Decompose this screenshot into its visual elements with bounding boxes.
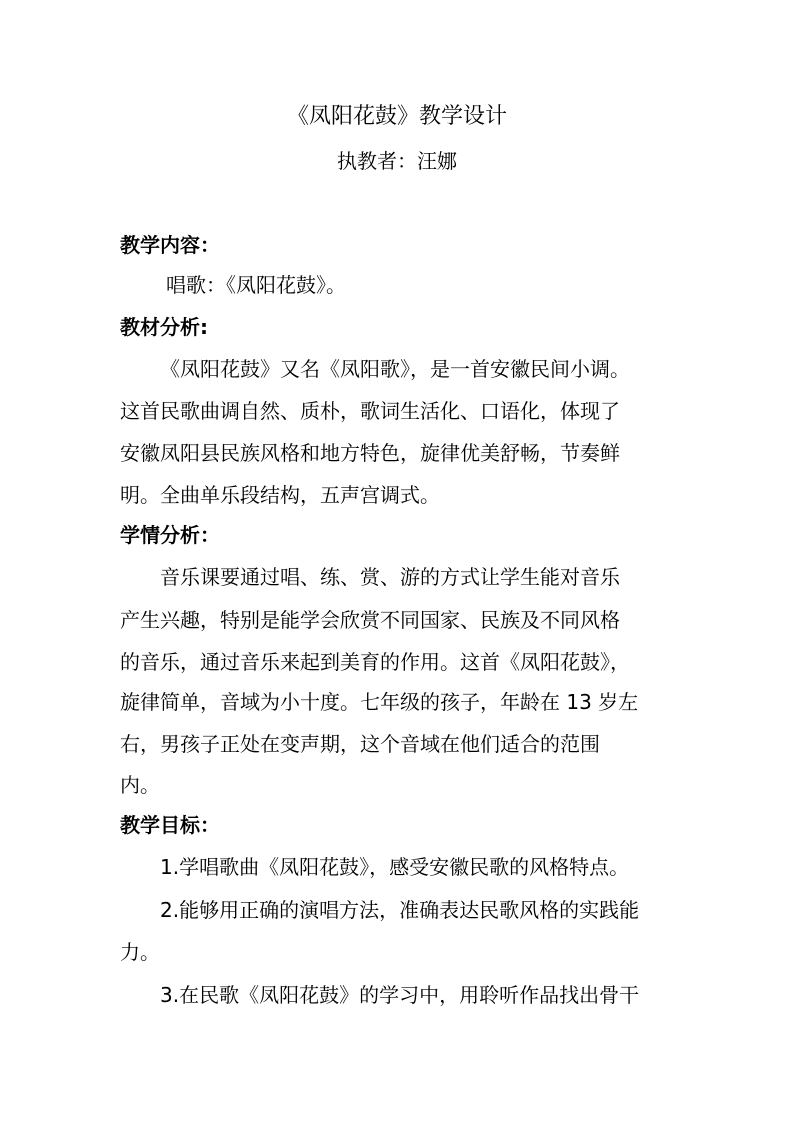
material-line-2: 这首民歌曲调自然、质朴，歌词生活化、口语化，体现了 <box>120 399 620 423</box>
section-heading-goals: 教学目标： <box>120 813 220 837</box>
document-author: 执教者：汪娜 <box>337 149 457 173</box>
students-line-2: 产生兴趣，特别是能学会欣赏不同国家、民族及不同风格 <box>120 608 620 632</box>
material-line-3: 安徽凤阳县民族风格和地方特色，旋律优美舒畅，节奏鲜 <box>120 441 620 465</box>
section-heading-material: 教材分析: <box>120 315 208 339</box>
students-line-5: 右，男孩子正处在变声期，这个音域在他们适合的范围 <box>120 732 600 756</box>
students-line-1: 音乐课要通过唱、练、赏、游的方式让学生能对音乐 <box>160 565 620 589</box>
goals-line-2: 2.能够用正确的演唱方法，准确表达民歌风格的实践能 <box>160 898 640 922</box>
students-line-4: 旋律简单，音域为小十度。七年级的孩子，年龄在 13 岁左 <box>120 690 639 714</box>
content-line-1: 唱歌：《凤阳花鼓》。 <box>166 273 346 297</box>
students-line-6: 内。 <box>120 773 160 797</box>
material-line-1: 《凤阳花鼓》又名《凤阳歌》，是一首安徽民间小调。 <box>160 357 630 381</box>
goals-line-4: 3.在民歌《凤阳花鼓》的学习中，用聆听作品找出骨干 <box>160 983 640 1007</box>
students-line-3: 的音乐，通过音乐来起到美育的作用。这首《凤阳花鼓》， <box>120 650 630 674</box>
material-line-4: 明。全曲单乐段结构，五声宫调式。 <box>120 483 440 507</box>
goals-line-3: 力。 <box>120 940 160 964</box>
document-title: 《凤阳花鼓》教学设计 <box>286 104 507 129</box>
section-heading-students: 学情分析： <box>120 523 220 547</box>
goals-line-1: 1.学唱歌曲《凤阳花鼓》，感受安徽民歌的风格特点。 <box>160 855 630 879</box>
section-heading-content: 教学内容： <box>120 233 220 257</box>
